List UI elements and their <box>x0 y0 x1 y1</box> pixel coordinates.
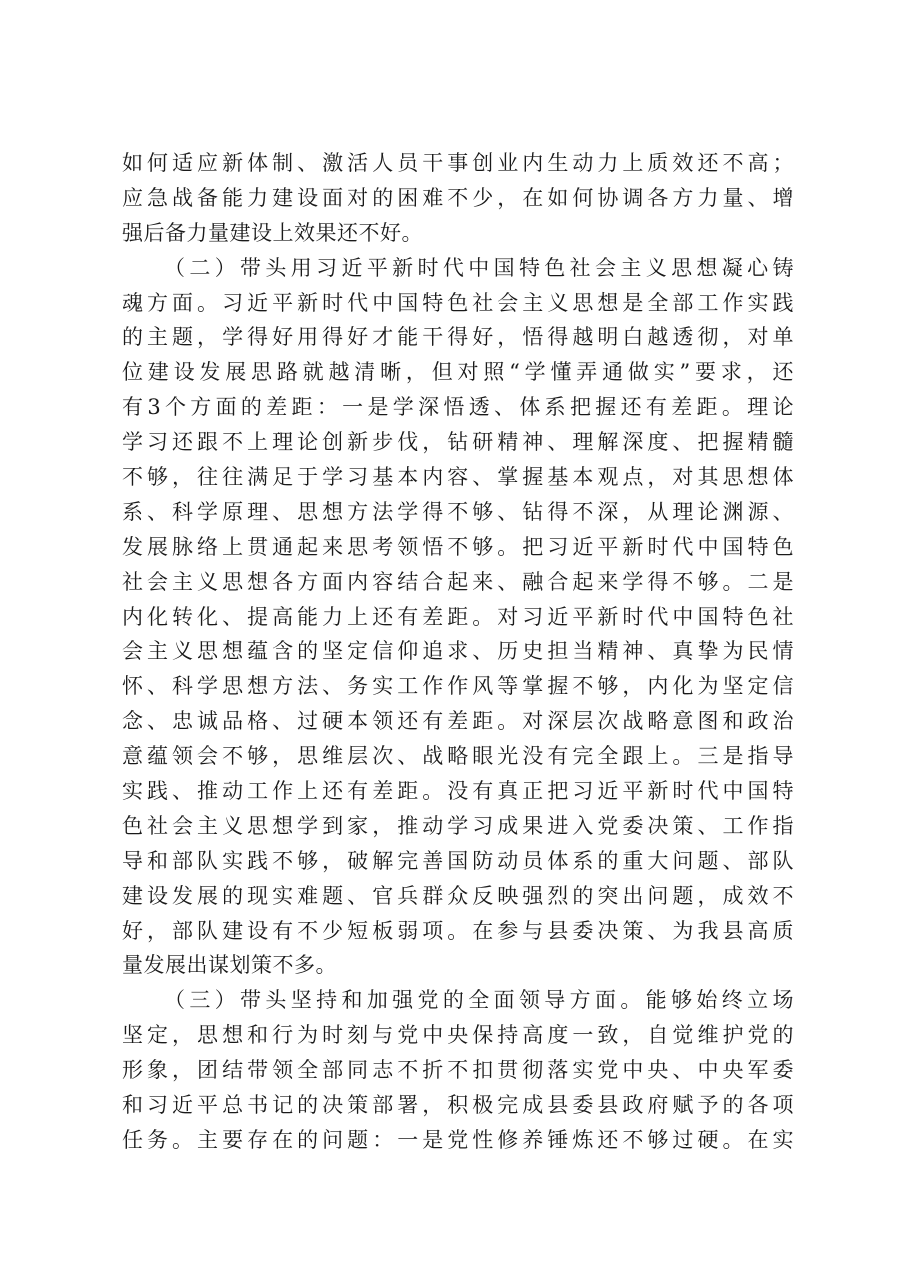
text-line: 任务。主要存在的问题：一是党性修养锤炼还不够过硬。在实 <box>122 1127 794 1152</box>
text-line: 好，部队建设有不少短板弱项。在参与县委决策、为我县高质 <box>122 918 794 943</box>
text-line: 位建设发展思路就越清晰，但对照“学懂弄通做实”要求，还 <box>122 360 794 385</box>
text-line: 和习近平总书记的决策部署，积极完成县委县政府赋予的各项 <box>122 1093 794 1118</box>
text-line: 系、科学原理、思想方法学得不够、钻得不深，从理论渊源、 <box>122 499 794 524</box>
text-line: 形象，团结带领全部同志不折不扣贯彻落实党中央、中央军委 <box>122 1058 794 1083</box>
text-line: 怀、科学思想方法、务实工作作风等掌握不够，内化为坚定信 <box>122 674 794 699</box>
text-line: 发展脉络上贯通起来思考领悟不够。把习近平新时代中国特色 <box>122 534 794 559</box>
text-line: 应急战备能力建设面对的困难不少，在如何协调各方力量、增 <box>122 185 794 210</box>
text-line: 有3个方面的差距：一是学深悟透、体系把握还有差距。理论 <box>122 395 794 420</box>
text-line: 意蕴领会不够，思维层次、战略眼光没有完全跟上。三是指导 <box>122 744 794 769</box>
document-body <box>122 146 794 1158</box>
text-line: 魂方面。习近平新时代中国特色社会主义思想是全部工作实践 <box>122 290 794 315</box>
text-line: 不够，往往满足于学习基本内容、掌握基本观点，对其思想体 <box>122 465 794 490</box>
text-line: 导和部队实践不够，破解完善国防动员体系的重大问题、部队 <box>122 848 794 873</box>
text-line: 强后备力量建设上效果还不好。 <box>122 220 423 245</box>
text-line: 实践、推动工作上还有差距。没有真正把习近平新时代中国特 <box>122 779 794 804</box>
text-line: 量发展出谋划策不多。 <box>122 953 337 978</box>
text-line: 色社会主义思想学到家，推动学习成果进入党委决策、工作指 <box>122 813 794 838</box>
text-line: 学习还跟不上理论创新步伐，钻研精神、理解深度、把握精髓 <box>122 430 794 455</box>
paragraph-heading-line: （二）带头用习近平新时代中国特色社会主义思想凝心铸 <box>164 255 794 280</box>
text-line: 内化转化、提高能力上还有差距。对习近平新时代中国特色社 <box>122 604 794 629</box>
text-line: 的主题，学得好用得好才能干得好，悟得越明白越透彻，对单 <box>122 325 794 350</box>
text-line: 社会主义思想各方面内容结合起来、融合起来学得不够。二是 <box>122 569 794 594</box>
text-line: 会主义思想蕴含的坚定信仰追求、历史担当精神、真挚为民情 <box>122 639 794 664</box>
paragraph-heading-line: （三）带头坚持和加强党的全面领导方面。能够始终立场 <box>164 988 794 1013</box>
text-line: 念、忠诚品格、过硬本领还有差距。对深层次战略意图和政治 <box>122 709 794 734</box>
text-line: 坚定，思想和行为时刻与党中央保持高度一致，自觉维护党的 <box>122 1023 794 1048</box>
text-line: 如何适应新体制、激活人员干事创业内生动力上质效还不高； <box>122 151 794 175</box>
text-line: 建设发展的现实难题、官兵群众反映强烈的突出问题，成效不 <box>122 883 794 908</box>
